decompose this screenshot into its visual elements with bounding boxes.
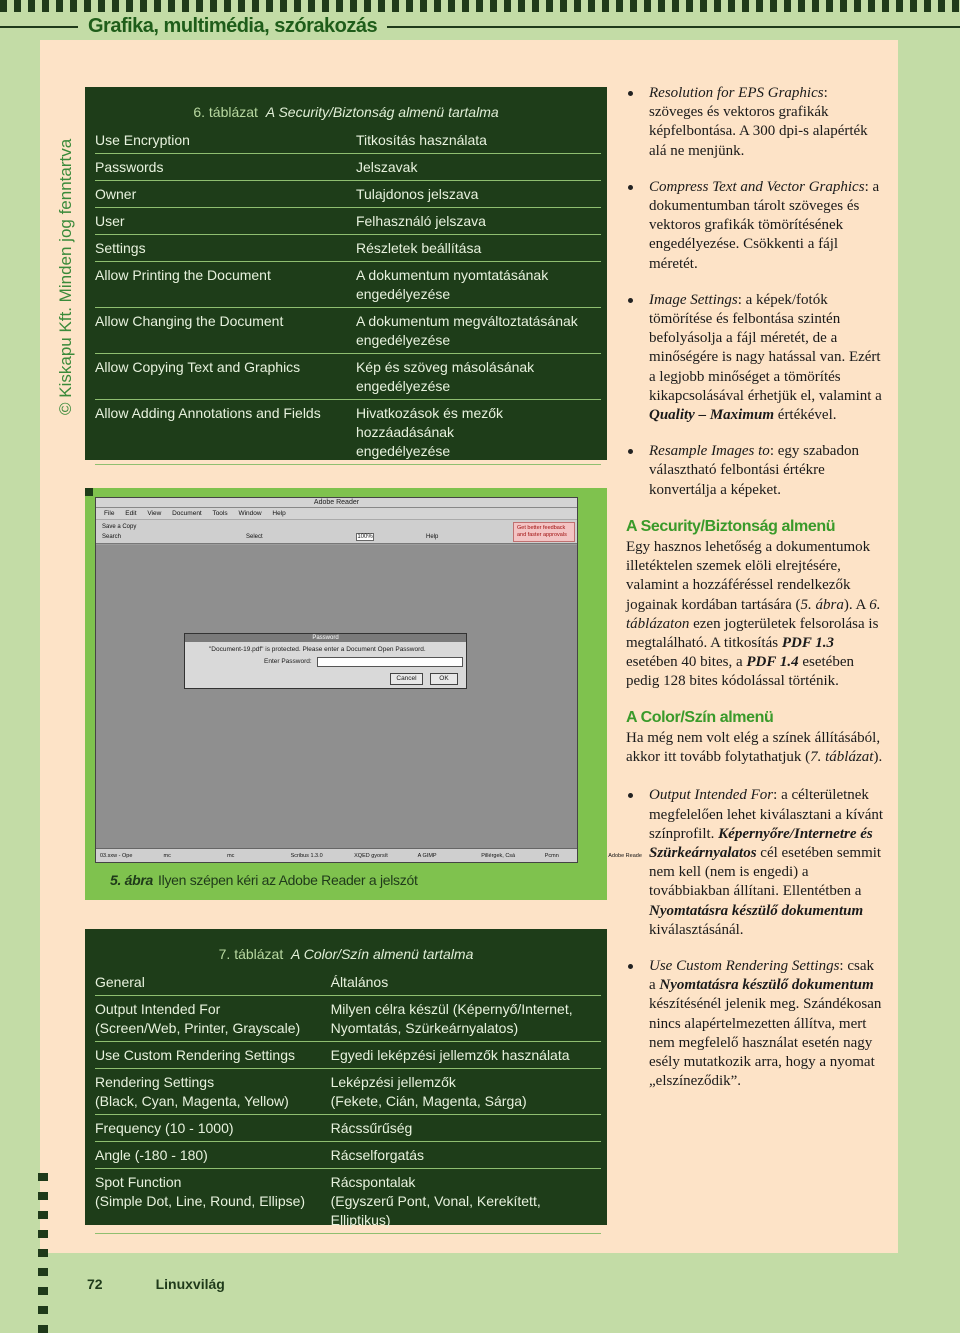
term: Use Custom Rendering Settings [649,957,840,974]
cancel-button[interactable]: Cancel [390,673,423,685]
table-row [95,1069,601,1115]
term: Image Settings [649,291,738,308]
promo-banner[interactable]: Get better feedback and faster approvals [513,522,575,542]
table-cell-hu: Rácselforgatás [330,1147,424,1163]
term-text: : a képek/fotók tömörítése és felbontása szintén befolyásolja a fájl méretét, de a minőségére is nagy hatással van. Ezért a legjobb minőséget a tömörítés kikapcsolásával érhetjük el, valamint a [649,291,882,404]
table-caption [85,87,607,127]
right-margin-bar [898,40,960,1333]
table-title: A Color/Szín almenü tartalma [291,946,474,962]
term-text: cél esetében semmit nem kell (nem is engedi) a továbbiakban állítani. Ellentétben a [649,844,882,900]
taskbar-item[interactable]: mc [163,853,171,859]
table-row [95,208,601,235]
taskbar-item[interactable]: Adobe Reade [608,853,642,859]
adobe-reader-screenshot [95,497,642,863]
term-emphasis: Quality – Maximum [649,407,775,424]
table-cell-en: General [95,974,145,990]
figure-number: 5. ábra [110,872,154,888]
table-row [95,1142,601,1169]
help-button[interactable]: Help [426,534,439,540]
table-row [95,181,601,208]
subheading-color: A Color/Szín almenü [626,708,774,726]
term-text: kiválasztásánál. [649,921,744,938]
table-cell-hu: A dokumentum megváltoztatásának engedélyezése [355,313,578,348]
taskbar-item[interactable]: Pillérgek, Csá [481,853,516,859]
page-footer [87,1276,225,1292]
page-number: 72 [87,1276,103,1292]
list-item [626,178,884,274]
table-title: A Security/Biztonság almenü tartalma [265,104,499,120]
term: Compress Text and Vector Graphics [649,178,865,195]
right-text-column [626,84,884,1108]
copyright-notice: © Kiskapu Kft. Minden jog fenntartva [56,138,75,415]
bullet-list-1 [626,84,884,500]
table-row [95,1115,601,1142]
table-reference: 7. táblázat [810,749,874,766]
dialog-title: Password [185,634,466,642]
password-input[interactable] [317,657,463,667]
text: esetében pedig 128 bites kódolással történik. [626,654,854,690]
table-color [85,929,607,1228]
text: ). [873,749,883,766]
term-emphasis: Nyomtatásra készülő dokumentum [659,977,874,994]
menu-file[interactable]: File [104,510,115,517]
left-square-marks [38,1173,48,1333]
table-cell-hu: Titkosítás használata [355,132,487,148]
term-text: készítésénél jelenik meg. Szándékosan nincs alapértelmezetten állítva, mert nem megfelelő használat esetén nagy esély mutatkozik arra, hogy a nyomat „elszíneződik”. [649,996,882,1090]
table-cell-hu: Jelszavak [355,159,418,175]
term-text: : szöveges és vektoros grafikák képfelbontása. A 300 dpi-s alapérték alá ne menjünk. [649,85,868,159]
table-cell-en: Owner [95,186,137,202]
table-reference: 6. táblázaton [626,596,881,632]
text: ezen jogterületek felsorolása is megtalálható. A titkosítás [626,615,879,652]
table-cell-hu: Felhasználó jelszava [355,213,486,229]
table-cell-hu: Hivatkozások és mezők hozzáadásának engedélyezése [355,405,504,459]
table-row [95,1169,601,1234]
figure-reference: 5. ábra [800,596,844,613]
table-cell-hu: Részletek beállítása [355,240,482,256]
figure-caption [95,872,418,888]
term-emphasis: Nyomtatásra készülő dokumentum [649,902,864,919]
list-item [626,786,884,940]
window-title: Adobe Reader [96,498,577,508]
table-cell-hu: Kép és szöveg másolásának engedélyezése [355,359,535,394]
list-item [626,442,884,500]
text: Ha még nem volt elég a színek állításából, akkor itt tovább folytathatjuk ( [626,729,881,766]
table-cell-en: Rendering Settings (Black, Cyan, Magenta, Yellow) [95,1074,289,1109]
table-cell-en: Output Intended For (Screen/Web, Printer, Grayscale) [95,1001,301,1036]
table-cell-en: Use Custom Rendering Settings [95,1047,295,1063]
text: ). A [843,596,870,613]
term-text: értékével. [774,407,837,424]
zoom-field[interactable]: 100% [357,534,373,540]
table-row [95,1042,601,1069]
menu-document[interactable]: Document [172,510,202,517]
top-dash-border [0,0,960,12]
text: esetében 40 bites, a [626,654,747,671]
table-row [95,308,601,354]
pdf-version: PDF 1.4 [746,654,799,671]
password-label: Enter Password: [264,658,312,665]
paragraph-security [626,538,884,692]
magazine-name: Linuxvilág [155,1276,225,1292]
table-cell-en: User [95,213,125,229]
dialog-message: "Document-19.pdf" is protected. Please enter a Document Open Password. [209,646,426,653]
table-cell-en: Allow Adding Annotations and Fields [95,405,321,421]
term: Output Intended For [649,787,774,804]
search-button[interactable]: Search [102,534,122,540]
table-caption [85,929,607,969]
password-dialog [184,633,467,689]
bullet-list-2 [626,786,884,1091]
table-row [95,235,601,262]
taskbar-item[interactable]: mc [227,853,235,859]
figure-corner-square [85,488,93,496]
table-row [95,969,601,996]
toolbar [96,520,577,544]
table-cell-en: Use Encryption [95,132,190,148]
menu-window[interactable]: Window [238,510,262,517]
save-copy-button[interactable]: Save a Copy [102,524,137,530]
table-cell-hu: A dokumentum nyomtatásának engedélyezése [355,267,549,302]
table-cell-hu: Leképzési jellemzők (Fekete, Cián, Magenta, Sárga) [330,1074,527,1109]
section-title: Grafika, multimédia, szórakozás [78,12,387,40]
table-cell-en: Angle (-180 - 180) [95,1147,208,1163]
list-item [626,291,884,425]
ok-button[interactable]: OK [430,673,458,685]
select-tool-button[interactable]: Select [246,534,263,540]
table-cell-hu: Rácssűrűség [330,1120,413,1136]
table-cell-hu: Egyedi leképzési jellemzők használata [330,1047,570,1063]
table-number: 7. táblázat [218,946,284,962]
table-row [95,996,601,1042]
table-row [95,127,601,154]
term-text: : a célterületnek megfelelően lehet kiválasztani a kívánt színprofilt. [649,787,884,842]
table-cell-en: Allow Changing the Document [95,313,284,329]
menu-edit[interactable]: Edit [125,510,137,517]
taskbar-item[interactable]: A GIMP [417,853,437,859]
page-header [0,12,960,40]
term-text: : a dokumentumban tárolt szöveges és vektoros grafikák tömörítésének engedélyezése. Csökkenti a fájl méretét. [649,178,880,272]
table-row [95,154,601,181]
table-row [95,400,601,465]
document-canvas [96,545,577,848]
table-cell-en: Passwords [95,159,164,175]
figure-caption-text: Ilyen szépen kéri az Adobe Reader a jelszót [158,872,418,888]
subheading-security: A Security/Biztonság almenü [626,517,836,535]
menu-tools[interactable]: Tools [212,510,228,517]
taskbar-item[interactable]: XQED gyorsít [354,853,388,859]
table-cell-en: Allow Printing the Document [95,267,271,283]
table-security [85,87,607,460]
taskbar-item[interactable]: Scribus 1.3.0 [290,853,323,859]
bottom-margin-bar [40,1253,898,1333]
list-item [626,957,884,1091]
paragraph-color [626,729,884,767]
table-cell-hu: Rácspontalak (Egyszerű Pont, Vonal, Kerekített, Elliptikus) [330,1174,541,1228]
caption-square-icon [95,876,104,885]
text: Egy hasznos lehetőség a dokumentumok illetéktelen szemek elöli elrejtésére, valamint a hozzáféréssel rendelkezők jogainak kordában tartására ( [626,539,871,613]
table-cell-hu: Tulajdonos jelszava [355,186,479,202]
table-row [95,262,601,308]
taskbar-item[interactable]: 03.sxw - Ope [100,853,133,859]
term-text: : egy szabadon választható felbontási értékre konvertálja a képeket. [649,443,859,498]
pdf-version: PDF 1.3 [781,635,835,652]
taskbar [96,848,642,862]
list-item [626,84,884,161]
term-text: : csak a [649,957,874,994]
menu-view[interactable]: View [147,510,162,517]
term-emphasis: Képernyőre/Internetre és Szürkeárnyalatos [649,825,873,861]
table-cell-en: Spot Function (Simple Dot, Line, Round, Ellipse) [95,1174,306,1209]
menu-help[interactable]: Help [272,510,286,517]
table-row [95,354,601,400]
taskbar-item[interactable]: Pcmn [544,853,559,859]
menu-bar [96,508,577,520]
term: Resample Images to [649,443,770,460]
table-cell-en: Settings [95,240,146,256]
table-cell-en: Allow Copying Text and Graphics [95,359,301,375]
table-cell-hu: Általános [330,974,389,990]
table-cell-en: Frequency (10 - 1000) [95,1120,234,1136]
table-cell-hu: Milyen célra készül (Képernyő/Internet, Nyomtatás, Szürkeárnyalatos) [330,1001,573,1036]
table-number: 6. táblázat [193,104,258,120]
term: Resolution for EPS Graphics [649,85,824,101]
